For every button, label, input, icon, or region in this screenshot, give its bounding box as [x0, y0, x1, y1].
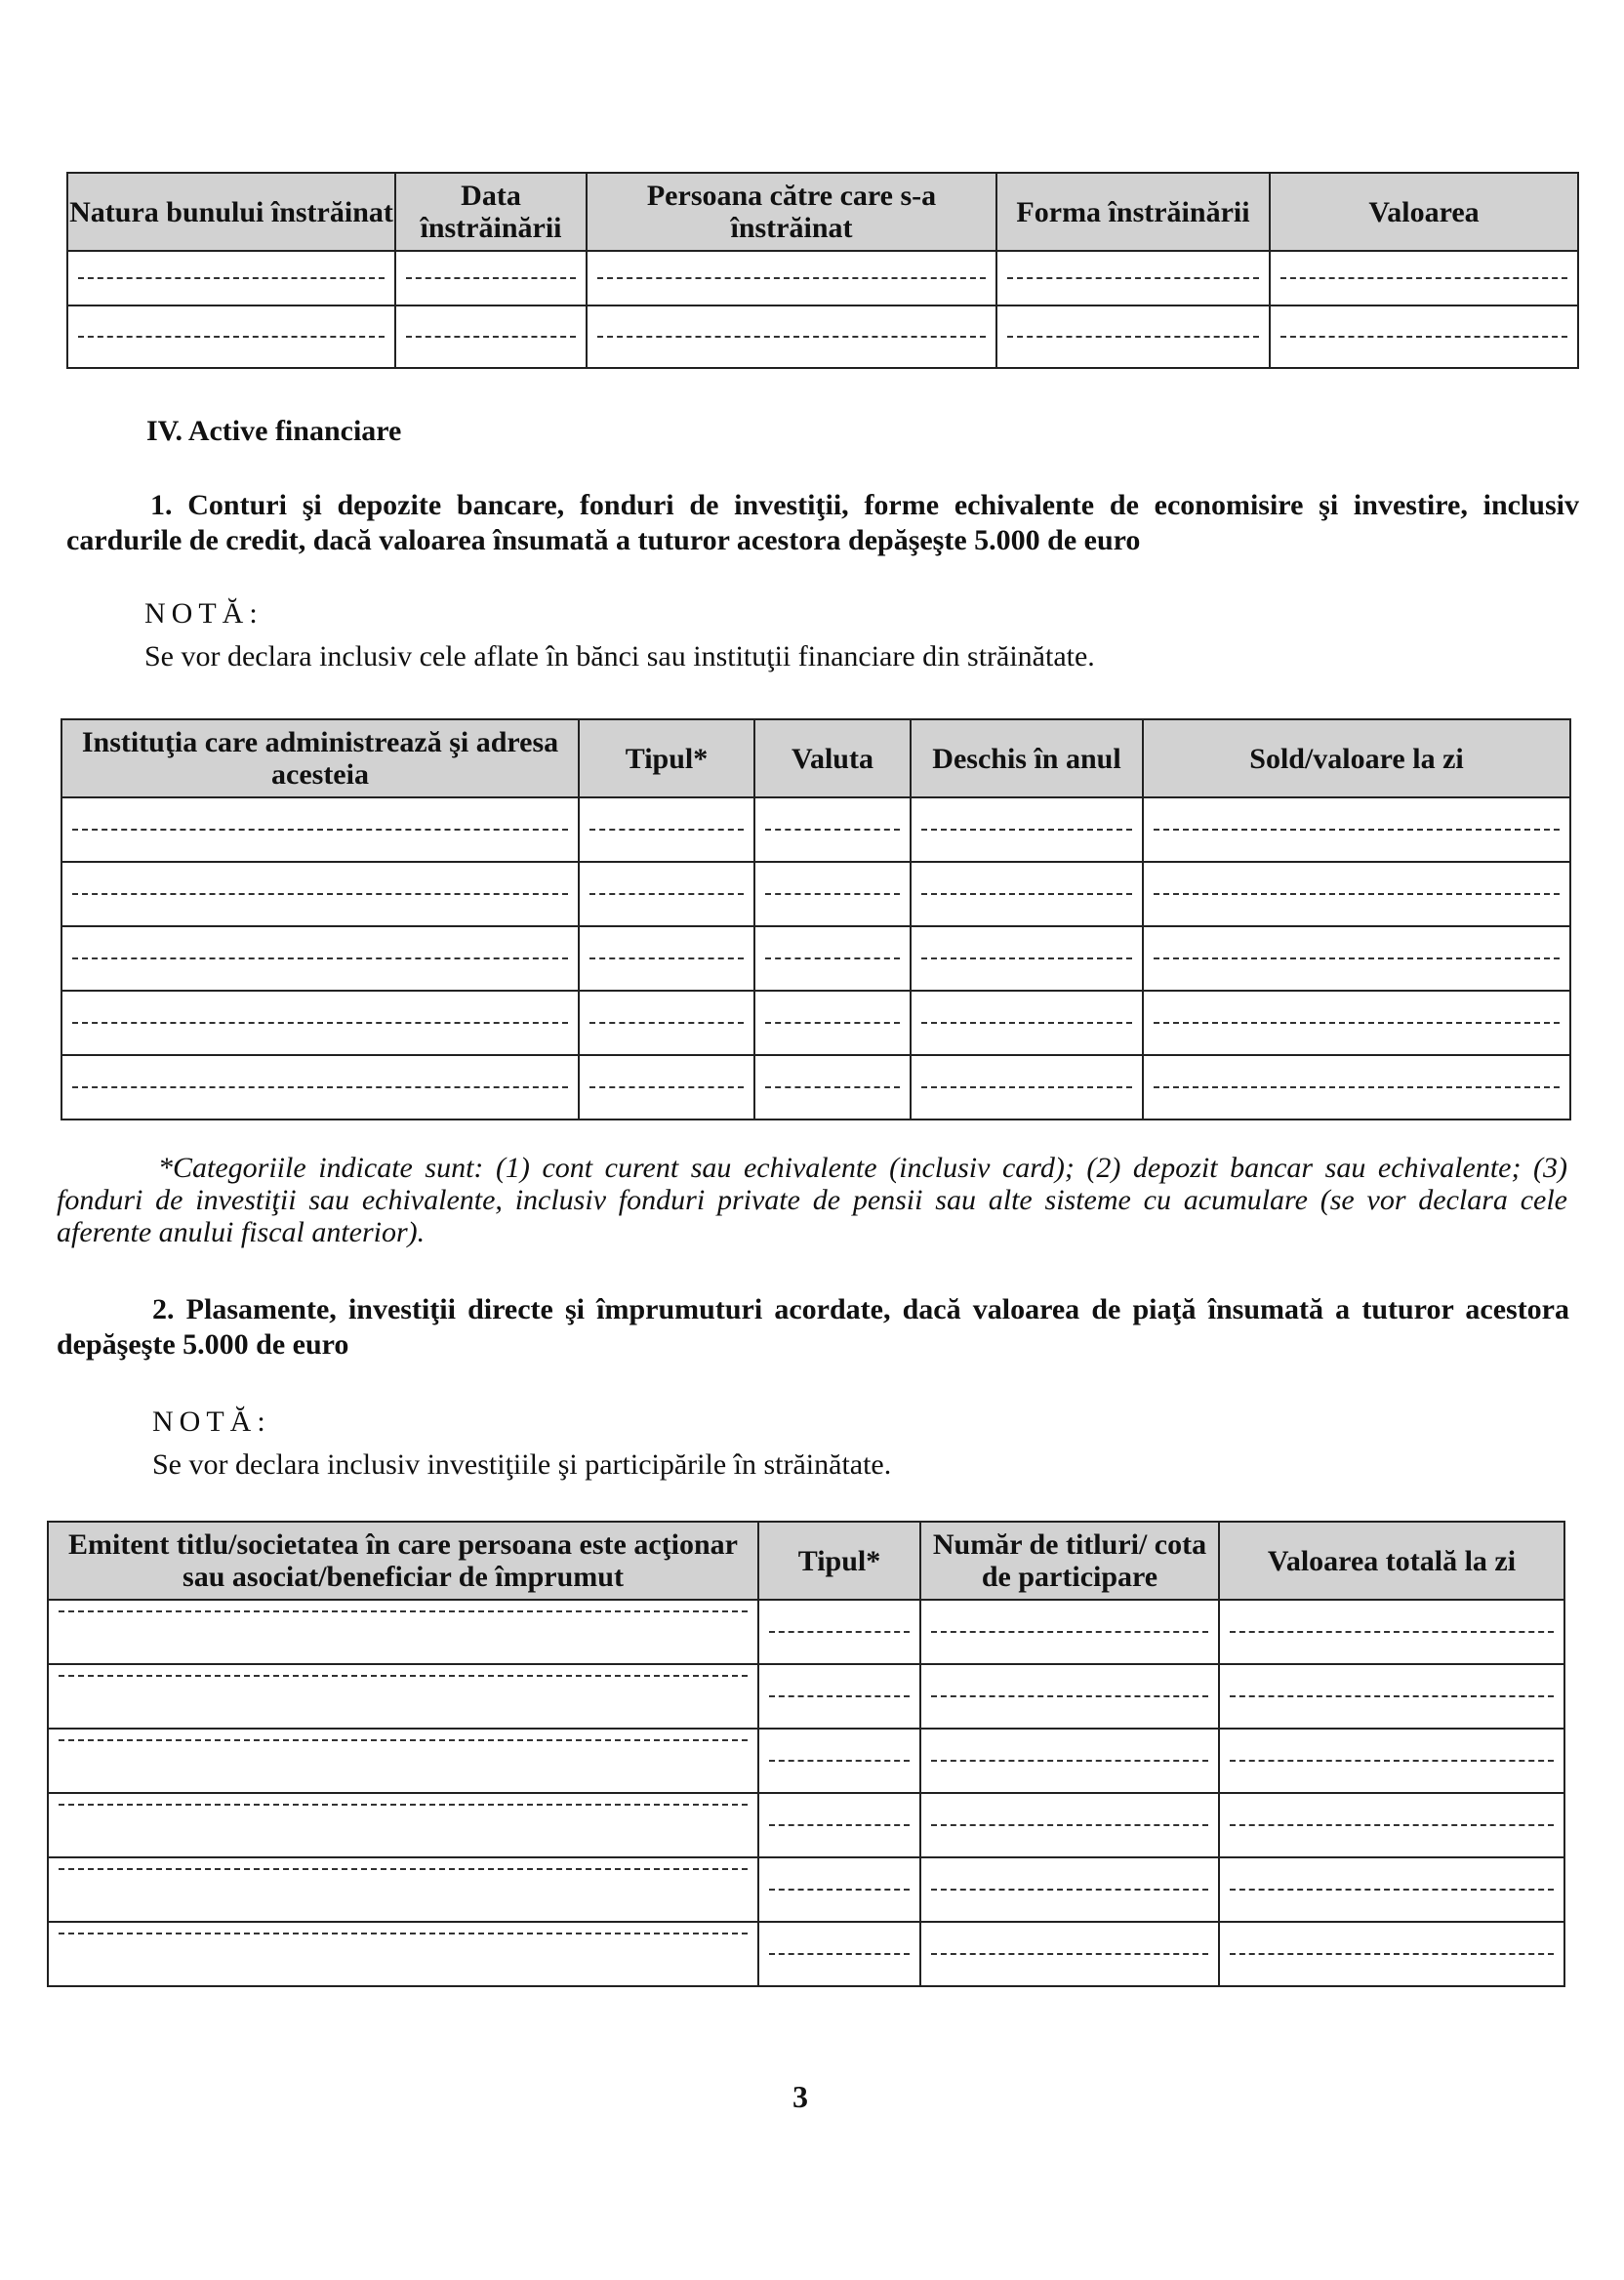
cell-empty[interactable] [48, 1664, 758, 1729]
table-row [48, 1857, 1564, 1922]
item1-nota-text: Se vor declara inclusiv cele aflate în bănci sau instituţii financiare din străinătate. [144, 640, 1095, 672]
cell-empty[interactable] [587, 305, 996, 368]
table-row [67, 305, 1578, 368]
cell-empty[interactable] [1219, 1793, 1564, 1857]
section-title: IV. Active financiare [146, 415, 402, 447]
cell-empty[interactable] [920, 1600, 1219, 1664]
header-deschis-in-anul: Deschis în anul [911, 719, 1143, 797]
cell-empty[interactable] [61, 797, 579, 862]
table-row [61, 1055, 1570, 1120]
cell-empty[interactable] [754, 1055, 911, 1120]
header-numar-titluri: Număr de titluri/ cota de participare [920, 1522, 1219, 1600]
cell-empty[interactable] [395, 251, 587, 305]
cell-empty[interactable] [1270, 305, 1578, 368]
cell-empty[interactable] [1143, 926, 1570, 991]
cell-empty[interactable] [758, 1600, 920, 1664]
cell-empty[interactable] [587, 251, 996, 305]
cell-empty[interactable] [1143, 862, 1570, 926]
cell-empty[interactable] [579, 991, 754, 1055]
header-natura-bunului: Natura bunului înstrăinat [67, 173, 395, 251]
item2-nota-text: Se vor declara inclusiv investiţiile şi participările în străinătate. [152, 1448, 892, 1481]
cell-empty[interactable] [1143, 1055, 1570, 1120]
cell-empty[interactable] [758, 1793, 920, 1857]
cell-empty[interactable] [61, 991, 579, 1055]
cell-empty[interactable] [48, 1600, 758, 1664]
cell-empty[interactable] [1219, 1922, 1564, 1986]
cell-empty[interactable] [1219, 1664, 1564, 1729]
header-institutia: Instituţia care administrează şi adresa acesteia [61, 719, 579, 797]
cell-empty[interactable] [911, 1055, 1143, 1120]
table-alienated-assets [66, 172, 1579, 369]
table-row [48, 1729, 1564, 1793]
page-number: 3 [792, 2079, 808, 2114]
cell-empty[interactable] [996, 251, 1270, 305]
cell-empty[interactable] [579, 926, 754, 991]
footnote: *Categoriile indicate sunt: (1) cont curent sau echivalente (inclusiv card); (2) depozit bancar sau echivalente; (3) fonduri de investiţii sau echivalente, inclusiv fonduri private de pensii sau alte sisteme cu acumulare (se vor declara cele aferente anului fiscal anterior). [57, 1152, 1567, 1248]
cell-empty[interactable] [996, 305, 1270, 368]
cell-empty[interactable] [579, 862, 754, 926]
cell-empty[interactable] [920, 1664, 1219, 1729]
table-bank-accounts [61, 718, 1571, 1120]
item1-text: 1. Conturi şi depozite bancare, fonduri de investiţii, forme echivalente de economisire şi investire, inclusiv cardurile de credit, dacă valoarea însumată a tuturor acestora depăşeşte 5.000 de euro [66, 489, 1579, 556]
header-tipul: Tipul* [758, 1522, 920, 1600]
cell-empty[interactable] [61, 862, 579, 926]
item2-nota-label: NOTĂ: [152, 1405, 271, 1438]
cell-empty[interactable] [758, 1664, 920, 1729]
table-row [61, 991, 1570, 1055]
cell-empty[interactable] [1270, 251, 1578, 305]
cell-empty[interactable] [758, 1729, 920, 1793]
cell-empty[interactable] [48, 1857, 758, 1922]
cell-empty[interactable] [1143, 797, 1570, 862]
header-valoarea-totala: Valoarea totală la zi [1219, 1522, 1564, 1600]
header-sold-valoare: Sold/valoare la zi [1143, 719, 1570, 797]
cell-empty[interactable] [911, 991, 1143, 1055]
cell-empty[interactable] [920, 1729, 1219, 1793]
cell-empty[interactable] [920, 1922, 1219, 1986]
header-tipul: Tipul* [579, 719, 754, 797]
cell-empty[interactable] [1219, 1600, 1564, 1664]
cell-empty[interactable] [754, 926, 911, 991]
cell-empty[interactable] [48, 1729, 758, 1793]
item2-text: 2. Plasamente, investiţii directe şi împrumuturi acordate, dacă valoarea de piaţă însumată a tuturor acestora depăşeşte 5.000 de euro [57, 1293, 1569, 1361]
cell-empty[interactable] [61, 1055, 579, 1120]
cell-empty[interactable] [754, 797, 911, 862]
cell-empty[interactable] [579, 1055, 754, 1120]
table-row [48, 1664, 1564, 1729]
header-data-instrainarii: Data înstrăinării [395, 173, 587, 251]
cell-empty[interactable] [754, 991, 911, 1055]
cell-empty[interactable] [579, 797, 754, 862]
cell-empty[interactable] [67, 251, 395, 305]
table-row [61, 862, 1570, 926]
table-row [48, 1600, 1564, 1664]
cell-empty[interactable] [920, 1793, 1219, 1857]
cell-empty[interactable] [1219, 1857, 1564, 1922]
table-row [48, 1793, 1564, 1857]
table-row [61, 797, 1570, 862]
cell-empty[interactable] [911, 797, 1143, 862]
cell-empty[interactable] [1219, 1729, 1564, 1793]
cell-empty[interactable] [395, 305, 587, 368]
header-emitent: Emitent titlu/societatea în care persoana este acţionar sau asociat/beneficiar de împrumut [48, 1522, 758, 1600]
cell-empty[interactable] [48, 1922, 758, 1986]
header-valuta: Valuta [754, 719, 911, 797]
header-valoarea: Valoarea [1270, 173, 1578, 251]
cell-empty[interactable] [758, 1857, 920, 1922]
table-row [61, 926, 1570, 991]
cell-empty[interactable] [758, 1922, 920, 1986]
item1-nota-label: NOTĂ: [144, 597, 264, 630]
table-row [48, 1922, 1564, 1986]
table-investments [47, 1521, 1565, 1987]
cell-empty[interactable] [61, 926, 579, 991]
cell-empty[interactable] [754, 862, 911, 926]
cell-empty[interactable] [911, 926, 1143, 991]
cell-empty[interactable] [48, 1793, 758, 1857]
cell-empty[interactable] [911, 862, 1143, 926]
cell-empty[interactable] [920, 1857, 1219, 1922]
cell-empty[interactable] [1143, 991, 1570, 1055]
cell-empty[interactable] [67, 305, 395, 368]
header-forma-instrainarii: Forma înstrăinării [996, 173, 1270, 251]
table-row [67, 251, 1578, 305]
header-persoana: Persoana către care s-a înstrăinat [587, 173, 996, 251]
